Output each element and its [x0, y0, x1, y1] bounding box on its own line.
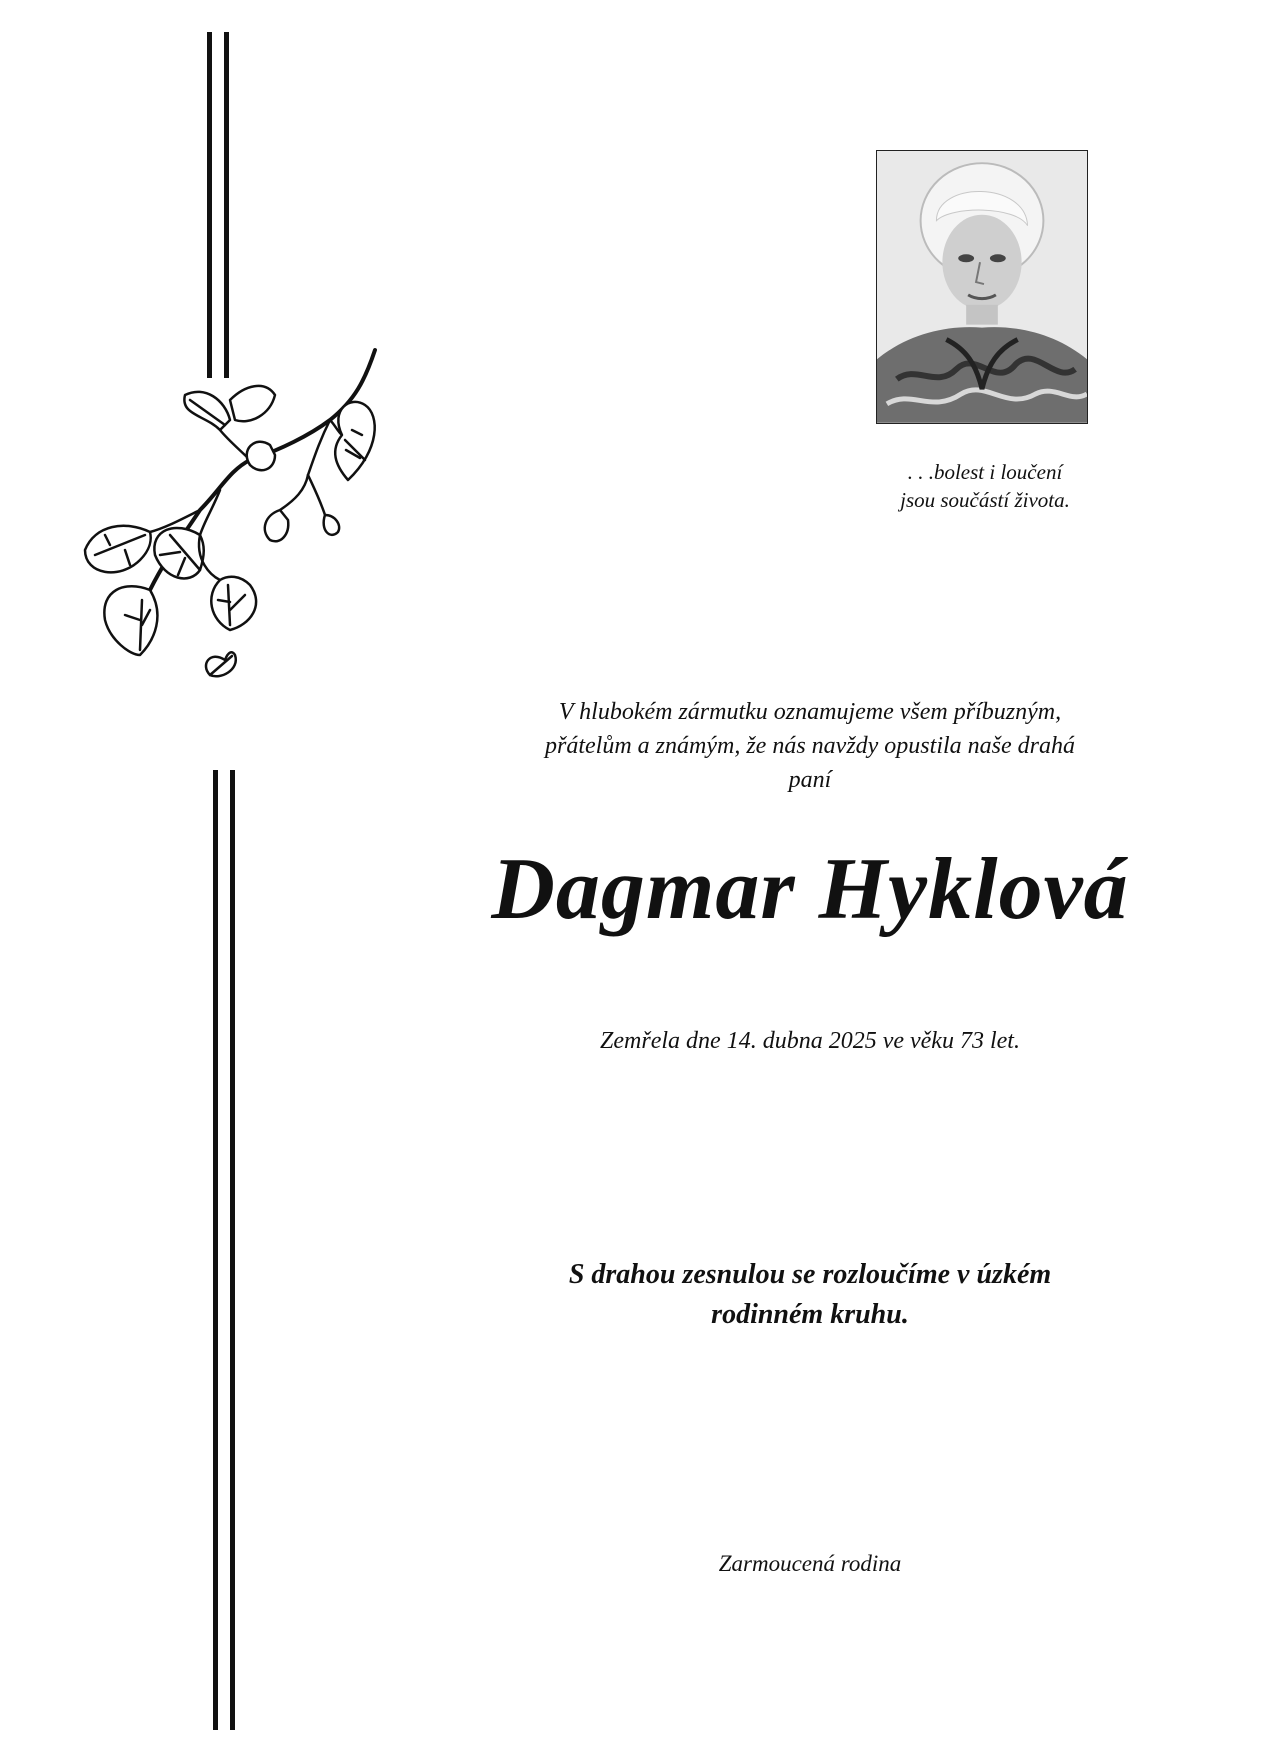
announcement-line: V hlubokém zármutku oznamujeme všem příbuzným, — [558, 699, 1062, 725]
farewell-line: S drahou zesnulou se rozloučíme v úzkém — [568, 1259, 1052, 1290]
mourning-line-top-right — [224, 32, 229, 378]
announcement-line: paní — [788, 767, 832, 793]
farewell-notice — [380, 1255, 1240, 1335]
portrait-image — [877, 151, 1087, 423]
death-notice: Zemřela dne 14. dubna 2025 ve věku 73 let. — [600, 1028, 1020, 1054]
motto-line: jsou součástí života. — [900, 488, 1070, 512]
farewell-line: rodinném kruhu. — [711, 1299, 909, 1330]
announcement-line: přátelům a známým, že nás navždy opustila naše drahá — [545, 733, 1075, 759]
deceased-name: Dagmar Hyklová — [491, 841, 1129, 938]
motto-quote — [820, 458, 1150, 514]
motto-line: . . .bolest i loučení — [907, 460, 1063, 484]
mourning-line-bottom-right — [230, 770, 235, 1730]
family-signature: Zarmoucená rodina — [718, 1551, 902, 1576]
mourning-line-top-left — [207, 32, 212, 378]
portrait-photo — [876, 150, 1088, 424]
announcement-text — [380, 695, 1240, 797]
mourning-line-bottom-left — [213, 770, 218, 1730]
leaf-branch-illustration — [80, 340, 400, 760]
